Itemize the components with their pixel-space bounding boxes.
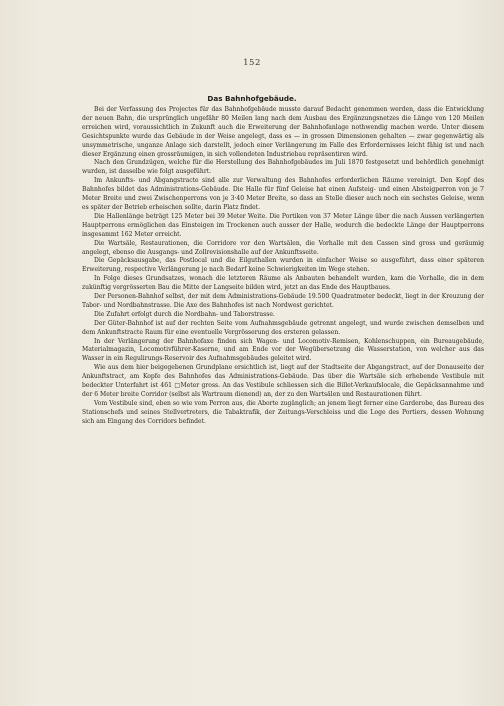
page-number: 152 [243,58,261,68]
paragraph: Vom Vestibule sind, eben so wie vom Perron aus, die Aborte zugänglich; an jenem liegt ferner eine Garderobe, das Bureau des Stationschefs und seines Stellvertreters, die Tabaktrafik, der Zeitungs-Verschleiss und die Loge des Portiers, dessen Wohnung sich am Eingang des Corridors befindet. [82,399,484,425]
paragraph: Die Zufahrt erfolgt durch die Nordbahn- und Taborstrasse. [94,310,275,318]
paragraph: Wie aus dem hier beigegebenen Grundplane ersichtlich ist, liegt auf der Stadtseite der Abgangstract, auf der Donauseite der Ankunftstract, am Kopfe des Bahnhofes das Administrations-Gebäude. Das über die Wartsäle sich erhebende Vestibule mit bedeckter Unterfahrt ist 461 □Meter gross. An das Vestibule schliessen sich die Billet-Verkaufslocale, die Gepäcksannahme und der 6 Meter breite Corridor (selbst als Wartraum dienend) an, der zu den Wartsälen und Restaurationen führt. [82,364,484,398]
section-title: Das Bahnhofgebäude. [207,94,297,103]
paragraph: Bei der Verfassung des Projectes für das Bahnhofgebäude musste darauf Bedacht genommen werden, dass die Entwicklung der neuen Bahn, die ursprünglich ungefähr 80 Meilen lang nach dem Ausbau des Ergänzungsnetzes die Länge von 120 Meilen erreichen wird, voraussichtlich in Zukunft auch die Erweiterung der Bahnhofanlage nothwendig machen werde. Unter diesem Gesichtspunkte wurde das Gebäude in der Weise angelegt, dass es — in grossen Dimensionen gehalten — zwar gegenwärtig als unsymmetrische, unganze Anlage sich darstellt, jedoch einer Verlängerung im Falle des Erfordernisses leicht fähig ist und nach dieser Ergänzung einen grossräumigen, in sich vollendeten Industriebau repräsentiren wird. [82,106,484,158]
paragraph: In der Verlängerung der Bahnhofaxe finden sich Wagen- und Locomotiv-Remisen, Kohlenschuppen, ein Bureaugebäude, Materialmagazin, Locomotivführer-Kaserne, und am Ende vor der Wegübersetzung die Wasserstation, von welcher aus das Wasser in ein Regulirungs-Reservoir des Aufnahmsgebäudes geleitet wird. [82,337,484,363]
paragraph: Die Gepäcksausgabe, das Postlocal und die Eilguthallen wurden in einfacher Weise so ausgeführt, dass einer späteren Erweiterung, respective Verlängerung je nach Bedarf keine Schwierigkeiten im Wege stehen. [82,257,484,274]
paragraph: Nach den Grundzügen, welche für die Herstellung des Bahnhofgebäudes im Juli 1870 festgesetzt und behördlich genehmigt wurden, ist dasselbe wie folgt ausgeführt. [82,159,484,176]
paragraph: Im Ankunfts- und Abgangstracte sind alle zur Verwaltung des Bahnhofes erforderlichen Räume vereinigt. Den Kopf des Bahnhofes bildet das Administrations-Gebäude. Die Halle für fünf Geleise hat einen Aufsteig- und einen Absteigperron von je 7 Meter Breite und zwei Zwischenperrons von je 3·40 Meter Breite, so dass an Stelle dieser auch noch ein sechstes Geleise, wenn es später der Betrieb erheischen sollte, darin Platz findet. [82,177,484,211]
paragraph: Der Güter-Bahnhof ist auf der rechten Seite vom Aufnahmsgebäude getrennt angelegt, und wurde zwischen demselben und dem Ankunftstracte Raum für eine eventuelle Vergrösserung des ersteren gelassen. [82,319,484,336]
paragraph: Die Wartsäle, Restaurationen, die Corridore vor den Wartsälen, die Vorhalle mit den Cassen sind gross und geräumig angelegt, ebenso die Ausgangs- und Zollrevisionshalle auf der Ankunftsseite. [82,239,484,256]
paragraph: Die Hallenlänge beträgt 125 Meter bei 39 Meter Weite. Die Portiken von 37 Meter Länge über die nach Aussen verlängerten Hauptperrons ermöglichen das Einsteigen im Trockenen auch ausser der Halle, wodurch die bedeckte Länge der Hauptperrons insgesammt 162 Meter erreicht. [82,212,484,238]
paragraph: In Folge dieses Grundsatzes, wonach die letzteren Räume als Anbauten behandelt wurden, kam die Vorhalle, die in dem zukünftig vergrösserten Bau die Mitte der Langseite bilden wird, jetzt an das Ende des Hauptbaues. [82,275,484,292]
body-text [82,106,484,427]
paragraph: Der Personen-Bahnhof selbst, der mit dem Administrations-Gebäude 19.500 Quadratmeter bedeckt, liegt in der Kreuzung der Tabor- und Nordbahnstrasse. Die Axe des Bahnhofes ist nach Nordwest gerichtet. [82,293,484,309]
